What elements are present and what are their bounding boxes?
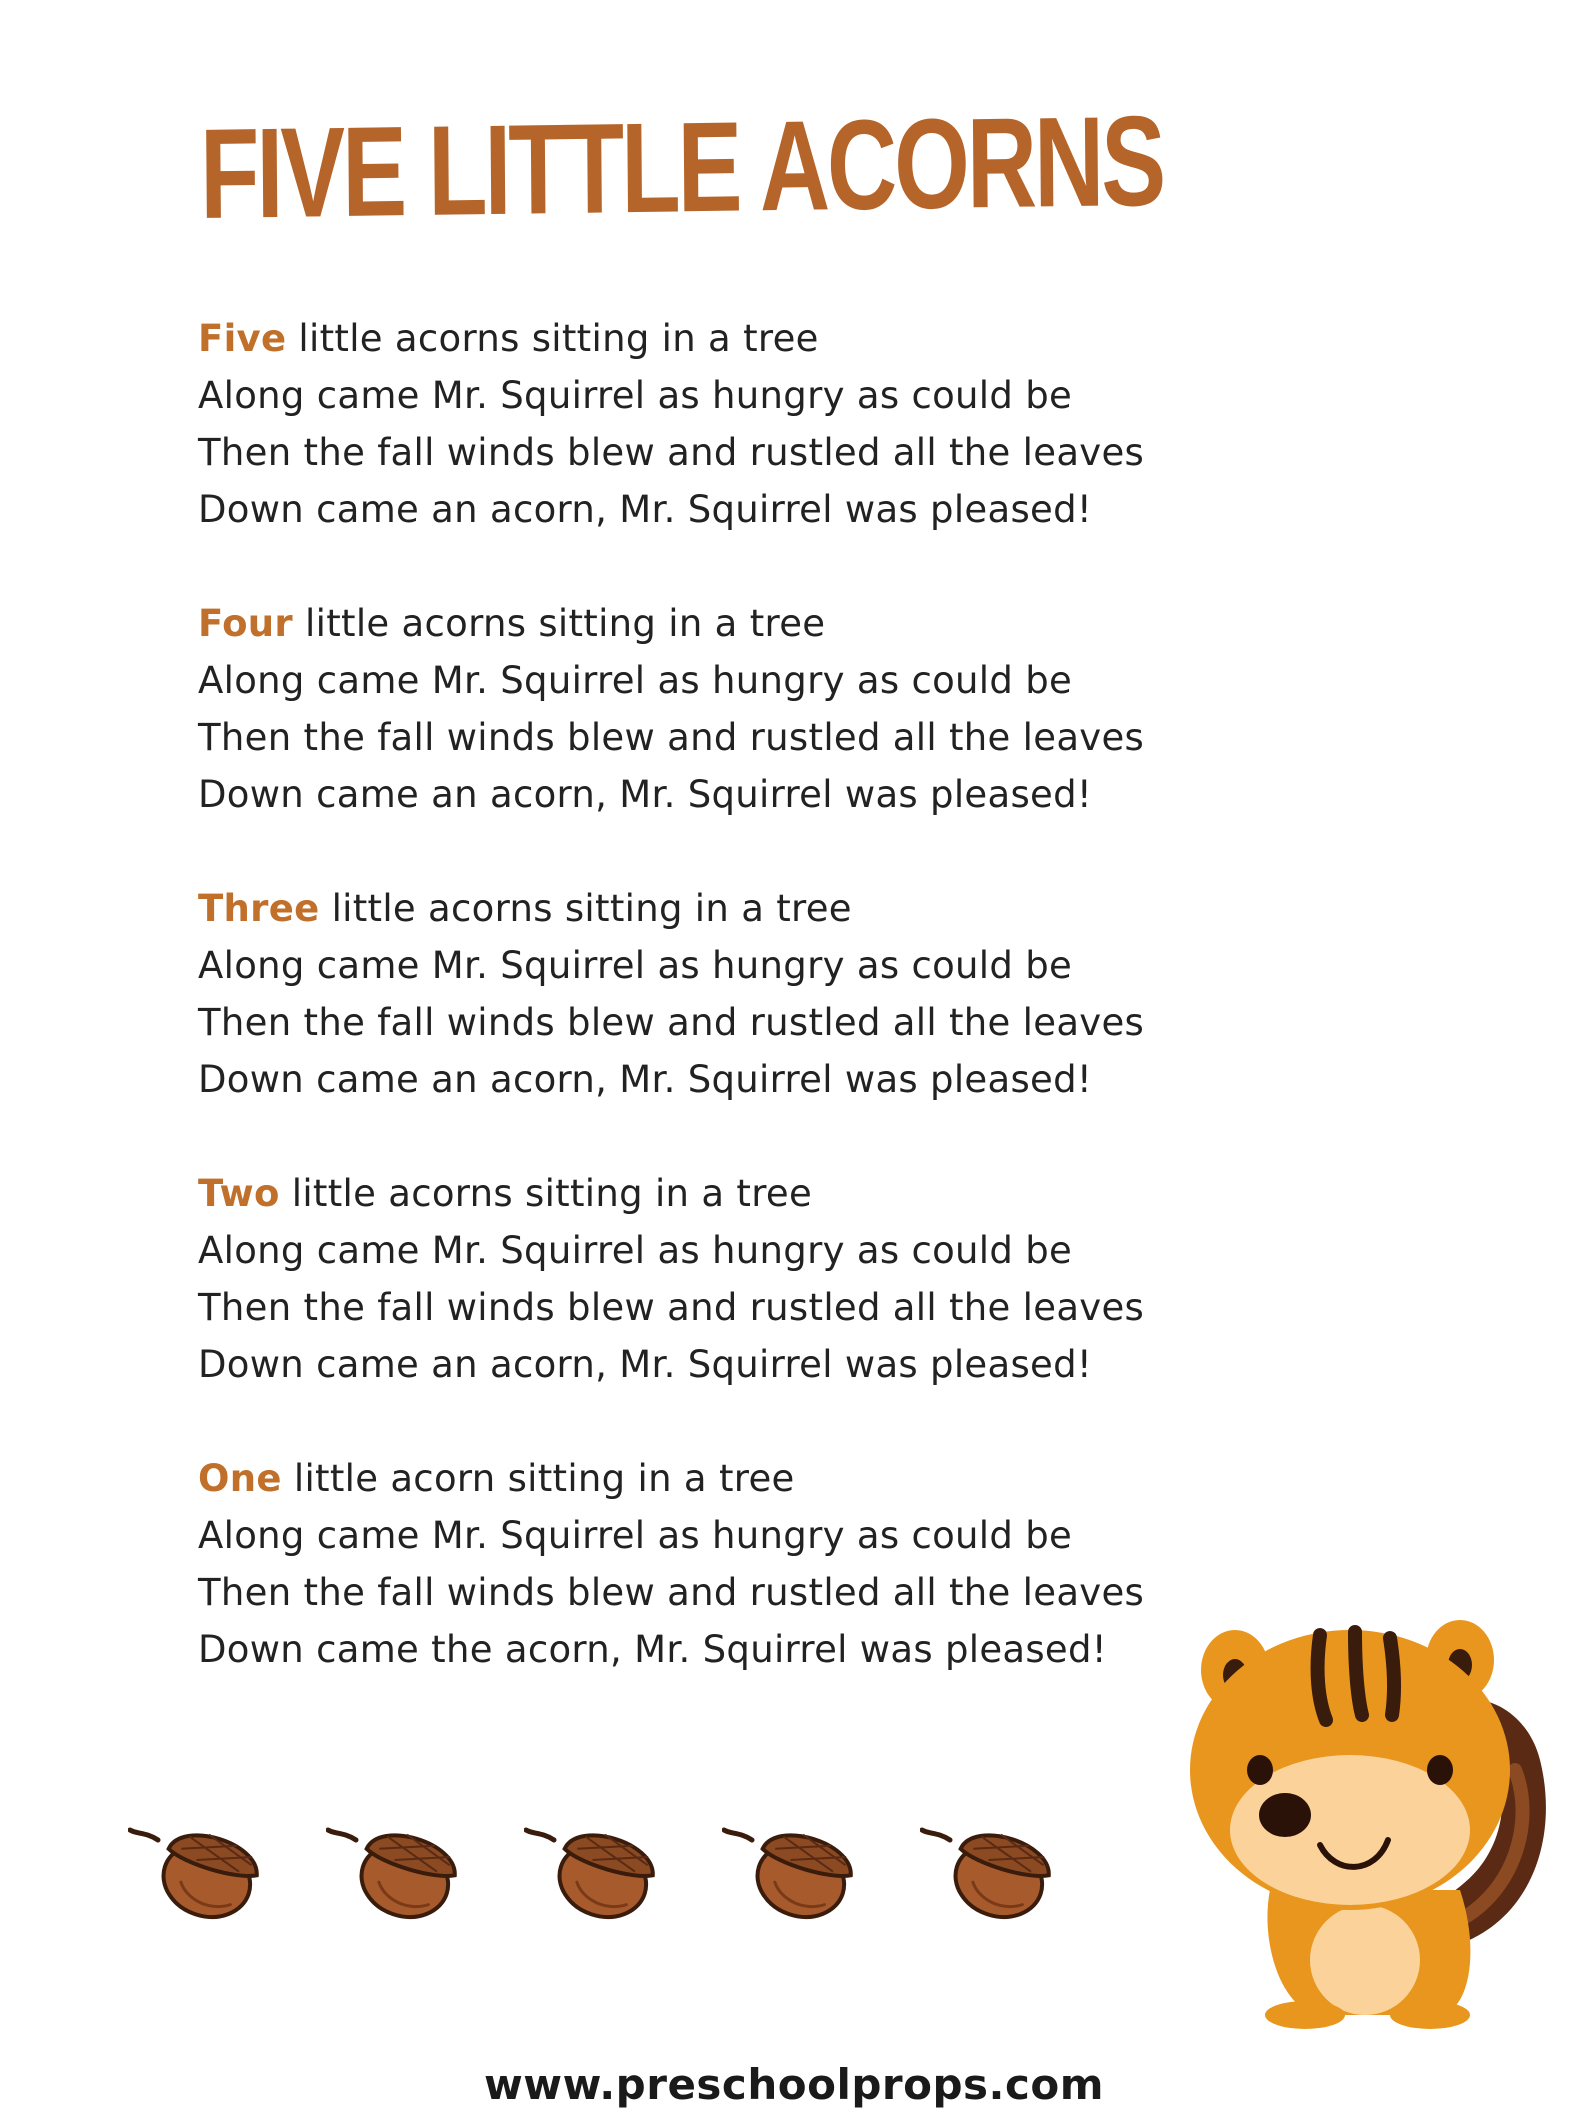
acorn-icon <box>326 1810 466 1920</box>
verse-1 <box>198 310 1198 538</box>
verse-line: Then the fall winds blew and rustled all the leaves <box>198 1286 1145 1329</box>
verse-5 <box>198 1450 1198 1678</box>
verse-line: Along came Mr. Squirrel as hungry as could be <box>198 944 1073 987</box>
verse-line-text: little acorns sitting in a tree <box>319 887 852 930</box>
verse-line: Along came Mr. Squirrel as hungry as could be <box>198 1229 1073 1272</box>
verse-line: Along came Mr. Squirrel as hungry as could be <box>198 374 1073 417</box>
verse-line: Then the fall winds blew and rustled all the leaves <box>198 431 1145 474</box>
acorn-row <box>128 1810 1088 1920</box>
verse-line: Down came an acorn, Mr. Squirrel was pleased! <box>198 1058 1093 1101</box>
verse-line <box>198 595 1198 652</box>
verse-line-text: little acorn sitting in a tree <box>281 1457 795 1500</box>
verse-number-word: Three <box>198 887 320 930</box>
verse-number-word: One <box>198 1457 282 1500</box>
verse-line: Then the fall winds blew and rustled all the leaves <box>198 1571 1145 1614</box>
verse-line: Then the fall winds blew and rustled all the leaves <box>198 1001 1145 1044</box>
verse-line <box>198 310 1198 367</box>
verse-number-word: Four <box>198 602 293 645</box>
page-title: FIVE LITTLE ACORNS <box>199 89 1164 246</box>
verse-3 <box>198 880 1198 1108</box>
acorn-icon <box>920 1810 1060 1920</box>
verse-line: Down came an acorn, Mr. Squirrel was pleased! <box>198 488 1093 531</box>
verse-line: Down came an acorn, Mr. Squirrel was pleased! <box>198 773 1093 816</box>
verse-line: Down came an acorn, Mr. Squirrel was pleased! <box>198 1343 1093 1386</box>
footer-url[interactable]: www.preschoolprops.com <box>484 2060 1104 2109</box>
verse-line-text: little acorns sitting in a tree <box>286 317 819 360</box>
verse-line: Along came Mr. Squirrel as hungry as could be <box>198 1514 1073 1557</box>
verse-line-text: little acorns sitting in a tree <box>292 602 826 645</box>
verse-number-word: Two <box>198 1172 280 1215</box>
acorn-icon <box>524 1810 664 1920</box>
squirrel-icon <box>1140 1590 1580 2030</box>
acorn-icon <box>722 1810 862 1920</box>
verse-line <box>198 1165 1198 1222</box>
verse-line: Then the fall winds blew and rustled all the leaves <box>198 716 1145 759</box>
verse-line: Along came Mr. Squirrel as hungry as could be <box>198 659 1073 702</box>
verse-line <box>198 1450 1198 1507</box>
verse-2 <box>198 595 1198 823</box>
verse-line: Down came the acorn, Mr. Squirrel was pleased! <box>198 1628 1107 1671</box>
verse-4 <box>198 1165 1198 1393</box>
verse-number-word: Five <box>198 317 287 360</box>
verse-line-text: little acorns sitting in a tree <box>279 1172 813 1215</box>
acorn-icon <box>128 1810 268 1920</box>
verse-line <box>198 880 1198 937</box>
song-verses <box>198 310 1198 1735</box>
